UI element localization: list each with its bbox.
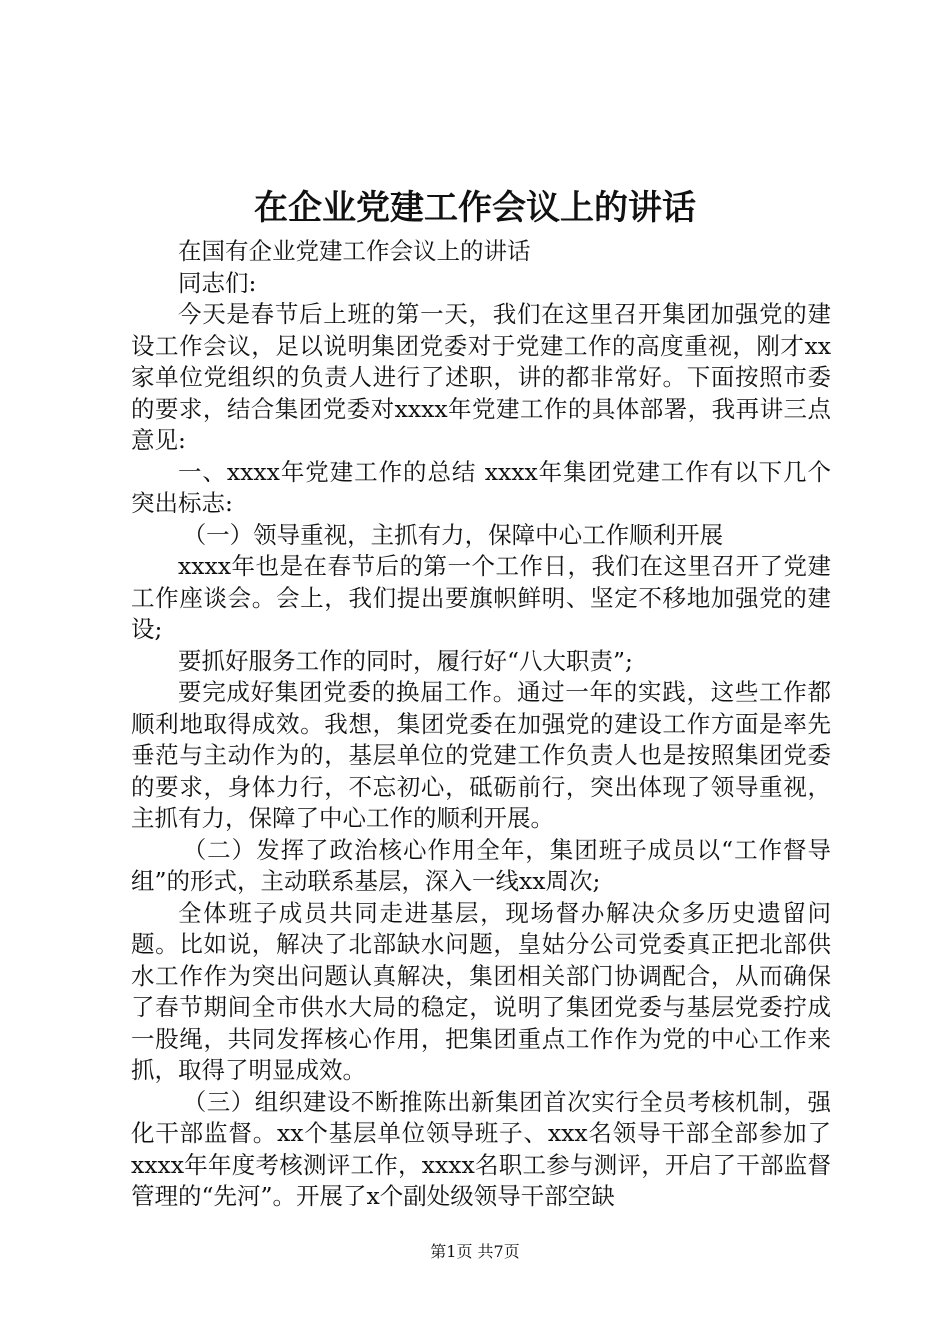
- subsection-heading-3: （三）组织建设不断推陈出新集团首次实行全员考核机制，强化干部监督。xx个基层单位领导班子、xxx名领导干部全部参加了xxxx年年度考核测评工作，xxxx名职工参与测评，开启了干部监督管理的“先河”。开展了x个副处级领导干部空缺: [131, 1087, 831, 1210]
- subsection-heading-1: （一）领导重视，主抓有力，保障中心工作顺利开展: [182, 520, 724, 549]
- body-paragraph: 全体班子成员共同走进基层，现场督办解决众多历史遗留问题。比如说，解决了北部缺水问题，皇姑分公司党委真正把北部供水工作作为突出问题认真解决，集团相关部门协调配合，从而确保了春节期间全市供水大局的稳定，说明了集团党委与基层党委拧成一股绳，共同发挥核心作用，把集团重点工作作为党的中心工作来抓，取得了明显成效。: [131, 898, 831, 1084]
- section-heading-paragraph: 一、xxxx年党建工作的总结 xxxx年集团党建工作有以下几个突出标志:: [131, 457, 831, 517]
- document-title: 在企业党建工作会议上的讲话: [254, 188, 696, 228]
- body-paragraph: xxxx年也是在春节后的第一个工作日，我们在这里召开了党建工作座谈会。会上，我们提出要旗帜鲜明、坚定不移地加强党的建设;: [131, 552, 831, 643]
- body-paragraph: 要完成好集团党委的换届工作。通过一年的实践，这些工作都顺利地取得成效。我想，集团党委在加强党的建设工作方面是率先垂范与主动作为的，基层单位的党建工作负责人也是按照集团党委的要求，身体力行，不忘初心，砥砺前行，突出体现了领导重视，主抓有力，保障了中心工作的顺利开展。: [131, 678, 831, 832]
- salutation-paragraph: 同志们:: [178, 268, 257, 297]
- subsection-heading-2: （二）发挥了政治核心作用全年，集团班子成员以“工作督导组”的形式，主动联系基层，深入一线xx周次;: [131, 835, 831, 895]
- body-paragraph: 要抓好服务工作的同时，履行好“八大职责”;: [178, 646, 633, 675]
- body-paragraph: 今天是春节后上班的第一天，我们在这里召开集团加强党的建设工作会议，足以说明集团党委对于党建工作的高度重视，刚才xx家单位党组织的负责人进行了述职，讲的都非常好。下面按照市委的要求，结合集团党委对xxxx年党建工作的具体部署，我再讲三点意见:: [131, 300, 831, 454]
- subtitle-paragraph: 在国有企业党建工作会议上的讲话: [178, 237, 531, 265]
- document-body: [131, 236, 831, 1213]
- page-number-footer: 第1页 共7页: [430, 1242, 520, 1261]
